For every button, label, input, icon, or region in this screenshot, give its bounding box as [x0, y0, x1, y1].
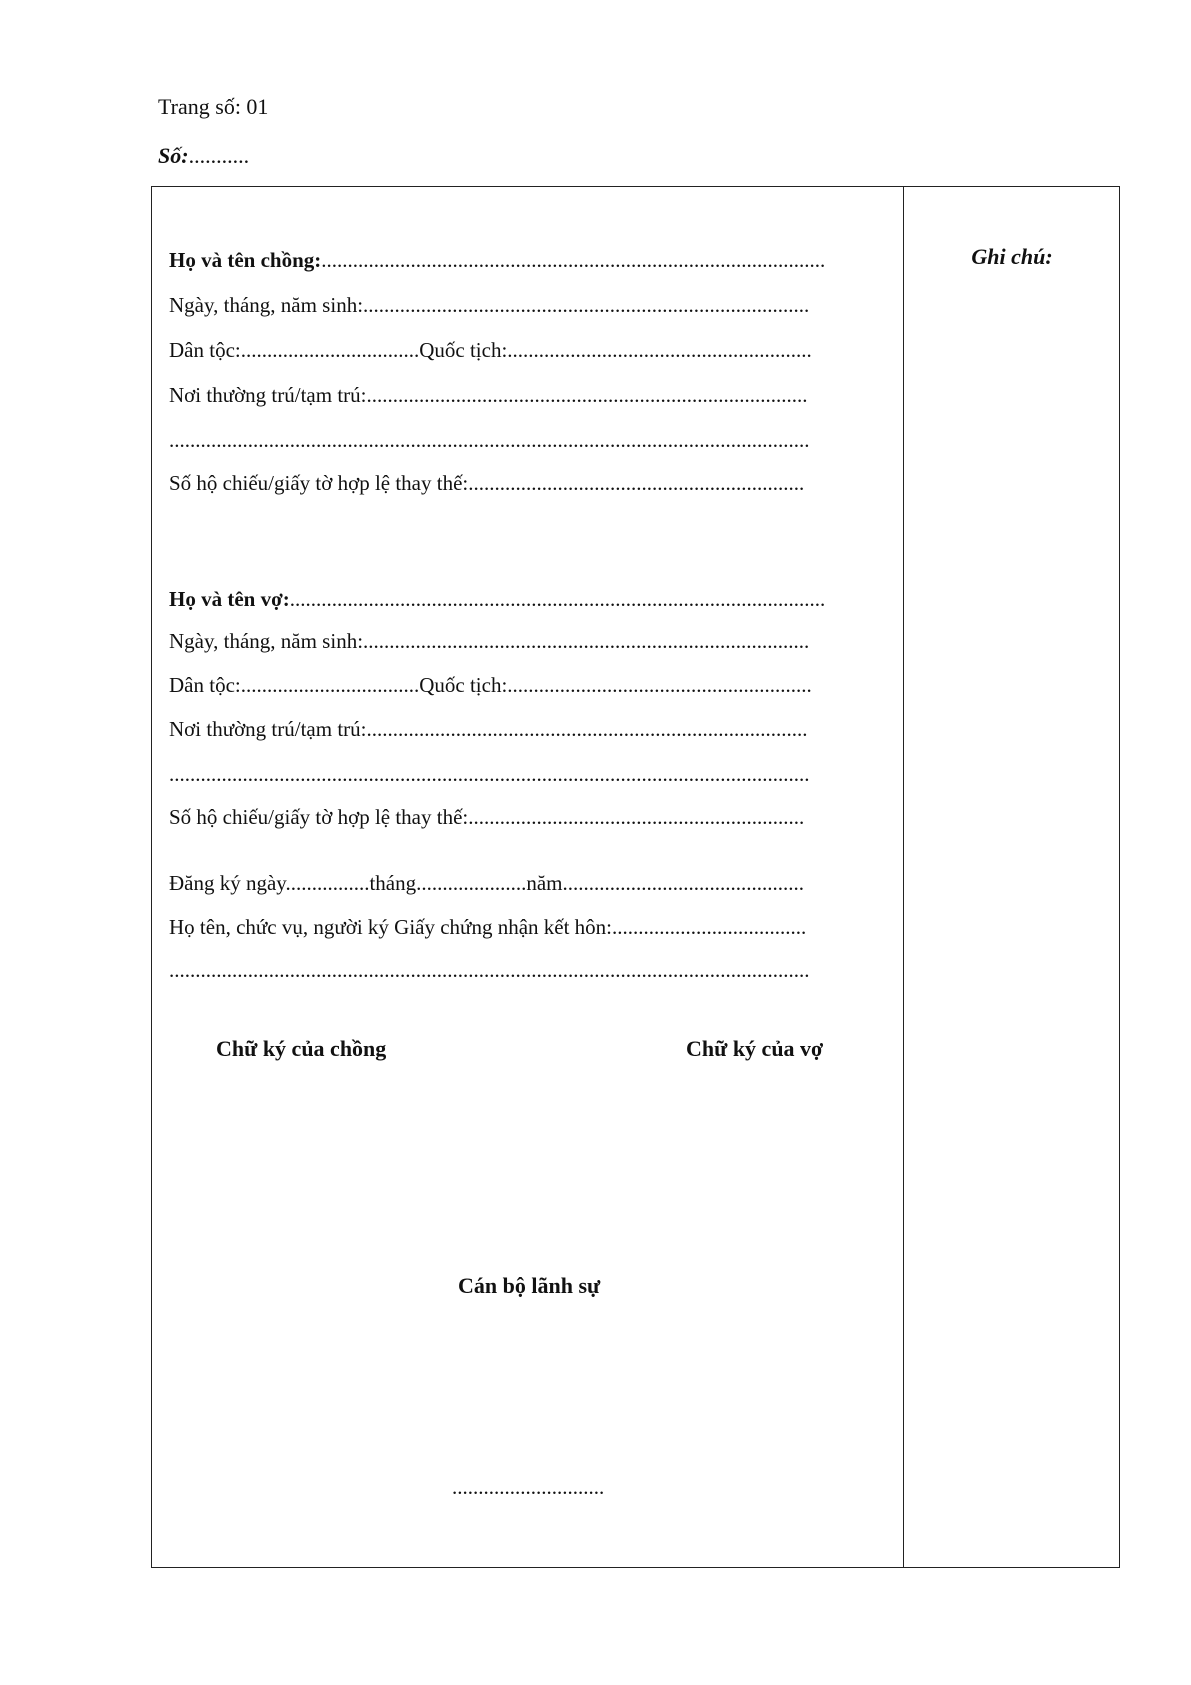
signer-cont-line: .......................................................................................................................... [169, 958, 810, 982]
wife-passport-line: Số hộ chiếu/giấy tờ hợp lệ thay thế:................................................................ [169, 805, 805, 829]
registration-date-line: Đăng ký ngày................tháng.....................năm.............................................. [169, 871, 805, 895]
wife-name-dots: ...................................................................................................... [289, 587, 826, 611]
notes-header: Ghi chú: [971, 244, 1053, 269]
wife-name-label: Họ và tên vợ: [169, 587, 290, 611]
wife-name-line [169, 584, 884, 614]
husband-residence-line: Nơi thường trú/tạm trú:.................................................................................... [169, 383, 808, 407]
husband-residence-cont-line: .......................................................................................................................... [169, 428, 810, 452]
record-number-dots: ........... [188, 143, 250, 168]
wife-signature-label: Chữ ký của vợ [686, 1036, 824, 1061]
husband-signature-label: Chữ ký của chồng [216, 1036, 387, 1061]
record-number-label: Số: [158, 143, 189, 168]
husband-dob-line: Ngày, tháng, năm sinh:..................................................................................... [169, 293, 810, 317]
wife-dob-line: Ngày, tháng, năm sinh:..................................................................................... [169, 629, 810, 653]
wife-residence-line: Nơi thường trú/tạm trú:.................................................................................... [169, 717, 808, 741]
consular-officer-label: Cán bộ lãnh sự [458, 1273, 601, 1298]
wife-ethnicity-line: Dân tộc:..................................Quốc tịch:.......................................................... [169, 673, 812, 697]
page-number-label: Trang số: 01 [158, 94, 269, 119]
husband-passport-line: Số hộ chiếu/giấy tờ hợp lệ thay thế:................................................................ [169, 471, 805, 495]
husband-ethnicity-line: Dân tộc:..................................Quốc tịch:.......................................................... [169, 338, 812, 362]
husband-name-line [169, 245, 884, 275]
signer-line: Họ tên, chức vụ, người ký Giấy chứng nhận kết hôn:..................................... [169, 915, 807, 939]
consular-officer-dots: ............................. [452, 1475, 605, 1499]
notes-column-divider [903, 186, 904, 1568]
husband-name-label: Họ và tên chồng: [169, 248, 322, 272]
husband-name-dots: ................................................................................................ [321, 248, 826, 272]
wife-residence-cont-line: .......................................................................................................................... [169, 762, 810, 786]
record-number [158, 143, 249, 169]
